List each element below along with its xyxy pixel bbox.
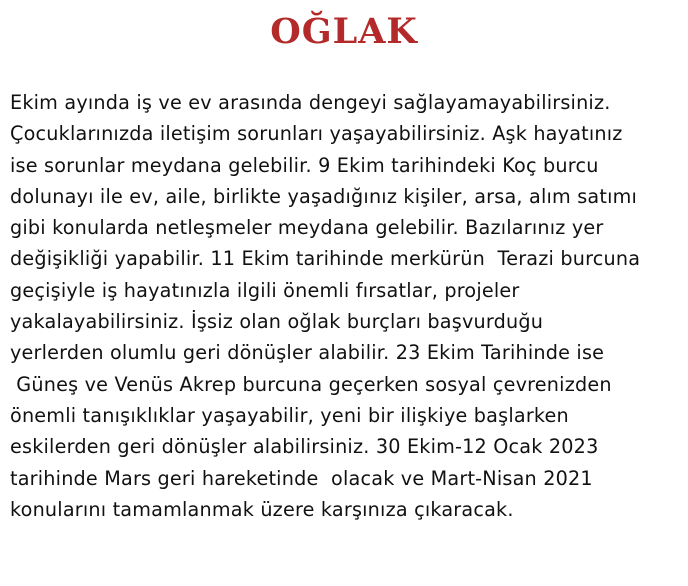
paragraph-line: geçişiyle iş hayatınızla ilgili önemli fırsatlar, projeler	[10, 278, 520, 302]
paragraph-line: yakalayabilirsiniz. İşsiz olan oğlak burçları başvurduğu	[10, 310, 544, 334]
paragraph-line: ise sorunlar meydana gelebilir. 9 Ekim tarihindeki Koç burcu	[10, 153, 599, 177]
page-title: OĞLAK	[270, 11, 418, 52]
paragraph-line: önemli tanışıklıklar yaşayabilir, yeni bir ilişkiye başlarken	[10, 403, 569, 427]
paragraph-line: gibi konularda netleşmeler meydana gelebilir. Bazılarınız yer	[10, 216, 604, 240]
paragraph-line: Ekim ayında iş ve ev arasında dengeyi sağlayamayabilirsiniz.	[10, 91, 611, 114]
paragraph-line: Güneş ve Venüs Akrep burcuna geçerken sosyal çevrenizden	[10, 372, 612, 396]
paragraph-line: eskilerden geri dönüşler alabilirsiniz. 30 Ekim-12 Ocak 2023	[10, 435, 599, 459]
paragraph-line: dolunayı ile ev, aile, birlikte yaşadığınız kişiler, arsa, alım satımı	[10, 184, 638, 208]
horoscope-paragraph	[10, 87, 686, 525]
paragraph-line: yerlerden olumlu geri dönüşler alabilir. 23 Ekim Tarihinde ise	[10, 341, 605, 365]
paragraph-line: değişikliği yapabilir. 11 Ekim tarihinde merkürün Terazi burcuna	[10, 247, 641, 271]
paragraph-line: tarihinde Mars geri hareketinde olacak ve Mart-Nisan 2021	[10, 466, 593, 490]
paragraph-line: konularını tamamlanmak üzere karşınıza çıkaracak.	[10, 497, 514, 521]
paragraph-line: Çocuklarınızda iletişim sorunları yaşayabilirsiniz. Aşk hayatınız	[10, 122, 623, 146]
